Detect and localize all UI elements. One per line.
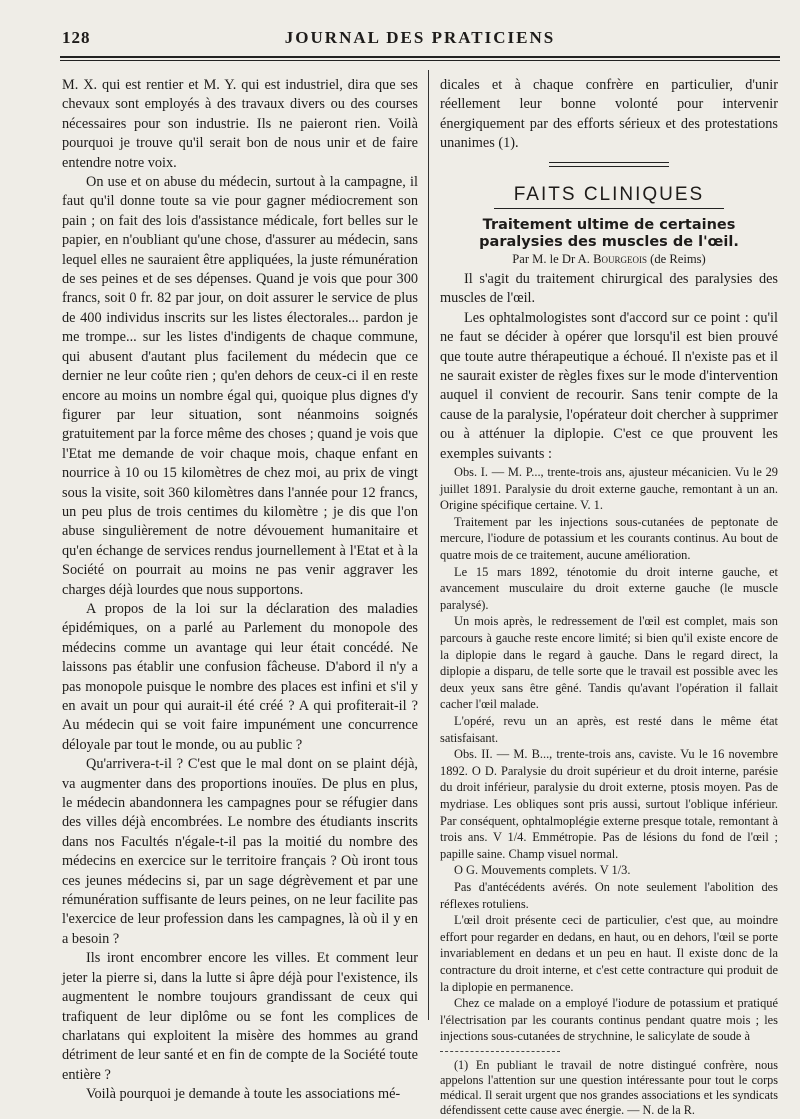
observation-paragraph: L'œil droit présente ceci de particulier, c'est que, au moindre effort pour regarder en dedans, en haut, ou en dehors, l'œil se porte invariablement en dedans et un peu en haut. Il existe donc de la contracture du droit interne, et c'est cette contracture qui produit de la diplopie en permanence. <box>440 913 778 994</box>
journal-title: JOURNAL DES PRATICIENS <box>284 28 556 47</box>
byline <box>440 251 778 268</box>
footnote <box>440 1058 778 1119</box>
article-title: Traitement ultime de certaines paralysies des muscles de l'œil. <box>479 217 739 251</box>
header-rule <box>60 56 780 61</box>
observations <box>440 464 778 1045</box>
page-number: 128 <box>62 28 91 47</box>
column-divider <box>428 70 429 1020</box>
footnote-rule <box>440 1051 560 1052</box>
separator-rule <box>549 162 669 167</box>
paragraph: Il s'agit du traitement chirurgical des paralysies des muscles de l'œil. <box>440 271 778 307</box>
paragraph: M. X. qui est rentier et M. Y. qui est industriel, dira que ses chevaux sont employés à des travaux divers ou des courses nécessaires pour son industrie. Ils ne paieront rien. Voilà pourquoi je trouve qu'il serait bon de nous unir et de faire entendre notre voix. <box>62 77 418 171</box>
observation-paragraph: Un mois après, le redressement de l'œil est complet, mais son parcours à gauche reste encore limité; si bien qu'il existe encore de la diplopie dans le regard à gauche. Dans le regard direct, la diplopie a disparu, de telle sorte que le travail est possible avec les deux yeux sans être gêné. Tandis qu'avant l'opération il fallait cacher l'œil malade. <box>440 614 778 712</box>
paragraph: A propos de la loi sur la déclaration des maladies épidémiques, on a parlé au Parlement du monopole des médecins comme un avantage qui leur était concédé. Ne laissons pas établir une confusion fâcheuse. D'abord il n'y a pas monopole puisque le nombre des places est infini et s'il y en avait un pour qui aurait-il été créé ? A qui profiterait-il ? Au médecin qui se voit faire impunément une concurrence déloyale par tout le monde, ou au public ? <box>62 600 418 753</box>
byline-suffix: (de Reims) <box>650 252 706 267</box>
byline-prefix: Par M. le Dr A. <box>512 252 590 267</box>
section-heading: FAITS CLINIQUES <box>513 183 705 205</box>
right-column <box>440 76 778 1118</box>
paragraph: Qu'arrivera-t-il ? C'est que le mal dont on se plaint déjà, va augmenter dans des proportions inouïes. De plus en plus, le médecin abandonnera les campagnes pour se réfugier dans des villes déjà encombrées. Le nombre des étudiants inscrits dans nos Facultés n'égale-t-il pas la moitié du nombre des médecins en exercice sur le territoire français ? Où iront tous ces jeunes médecins si, par un sage dégrèvement et par une rémunération suffisante de leurs peines, on ne leur facilite pas l'exercice de leur profession dans les campagnes, là où il y en a besoin ? <box>62 756 418 947</box>
observation-paragraph: Pas d'antécédents avérés. On note seulement l'abolition des réflexes rotuliens. <box>440 879 778 911</box>
observation-paragraph: Le 15 mars 1892, ténotomie du droit interne gauche, et avancement musculaire du droit externe gauche (le muscle paralysé). <box>440 564 778 612</box>
paragraph: Ils iront encombrer encore les villes. Et comment leur jeter la pierre si, dans la lutte si âpre déjà pour l'existence, ils augmentent le nombre toujours grandissant de ceux qui trafiquent de leur diplôme ou se font les complices de charlatans qui exploitent la misère des hommes au grand détriment de leur santé et en fin de compte de la Société toute entière ? <box>62 950 418 1083</box>
observation-paragraph: L'opéré, revu un an après, est resté dans le même état satisfaisant. <box>440 714 778 745</box>
observation-paragraph: O G. Mouvements complets. V 1/3. <box>454 863 631 878</box>
paragraph: Les ophtalmologistes sont d'accord sur ce point : qu'il ne faut se décider à opérer que lorsqu'il est bien prouvé que toute autre thérapeutique a échoué. Il n'existe pas et il ne saurait exister de règles fixes sur le mode d'intervention auquel il convient de recourir. Sans tenir compte de la cause de la paralysie, l'opérateur doit chercher à supprimer ou à atténuer la diplopie. C'est ce que prouvent les exemples suivants : <box>440 309 778 462</box>
footnote-text: (1) En publiant le travail de notre distingué confrère, nous appelons l'attention sur une question intéressante pour tout le corps médical. Il serait urgent que nos grandes associations et les syndicats défendissent cette cause avec énergie. — N. de la R. <box>440 1057 778 1118</box>
section-rule <box>494 208 724 209</box>
observation-paragraph: Traitement par les injections sous-cutanées de peptonate de mercure, l'iodure de potassium et les courants continus. Au bout de quatre mois de ce traitement, aucune amélioration. <box>440 514 778 563</box>
byline-author: Bourgeois <box>593 252 647 267</box>
observation-paragraph: Obs. I. — M. P..., trente-trois ans, ajusteur mécanicien. Vu le 29 juillet 1891. Paralysie du droit externe gauche, remontant à un an. Origine spécifique certaine. V. 1. <box>440 465 778 513</box>
paragraph: On use et on abuse du médecin, surtout à la campagne, il faut qu'il donne toute sa vie pour gagner médiocrement son pain ; on fait des lois d'assistance médicale, fort belles sur le papier, en n'oubliant qu'une chose, d'assurer au médecin, sans lequel elles ne sauraient être appliquées, la juste rémunération de ses peines et de ses dépenses. Quand je vois que pour 300 francs, soit 0 fr. 82 par jour, on doit assurer le service de plus de 400 individus inscrits sur les listes électorales... pardon je me trompe... sur les listes d'indigents de chaque commune, qui abusent d'autant plus facilement du médecin que ce dernier ne leur coûte rien ; qu'en dehors de ceux-ci il en reste encore au moins un nombre égal qui, quoique plus dignes d'y figurer par leur situation, sont néanmoins soignés gratuitement par la force même des choses ; quand je vois que l'Etat me demande de voir chaque mois, chaque enfant en nourrice à 10 ou 15 kilomètres de chez moi, au prix de vingt sous la visite, soit 360 kilomètres dans l'année pour 12 francs, un peu plus de trois centimes du kilomètre ; je dis que l'on abuse singulièrement de notre dévouement humanitaire et qu'en échange de services rendus journellement à l'Etat et à la Société on pourrait au moins ne pas venir aggraver les charges déjà lourdes que nous supportons. <box>62 174 418 598</box>
left-column <box>62 76 418 1103</box>
observation-paragraph: Obs. II. — M. B..., trente-trois ans, caviste. Vu le 16 novembre 1892. O D. Paralysie du droit supérieur et du droit interne, parésie du droit inférieur, paralysie du droit externe, ptosis moyen. Pas de mydriase. Les obliques sont pris aussi, surtout l'oblique inférieur. Par conséquent, ophtalmoplégie externe presque totale, remontant à trois ans. V 1/4. Emmétropie. Pas de lésions du fond de l'œil ; papille saine. Champ visuel normal. <box>440 747 778 861</box>
observation-paragraph: Chez ce malade on a employé l'iodure de potassium et pratiqué l'électrisation par les courants continus pendant quatre mois ; les injections sous-cutanées de strychnine, le salicylate de soude à <box>440 996 778 1044</box>
paragraph: Voilà pourquoi je demande à toute les associations mé- <box>86 1086 401 1103</box>
paragraph: dicales et à chaque confrère en particulier, d'unir réellement leur bonne volonté pour intervenir énergiquement par des efforts sérieux et des protestations unanimes (1). <box>440 77 778 152</box>
running-header <box>62 26 778 54</box>
